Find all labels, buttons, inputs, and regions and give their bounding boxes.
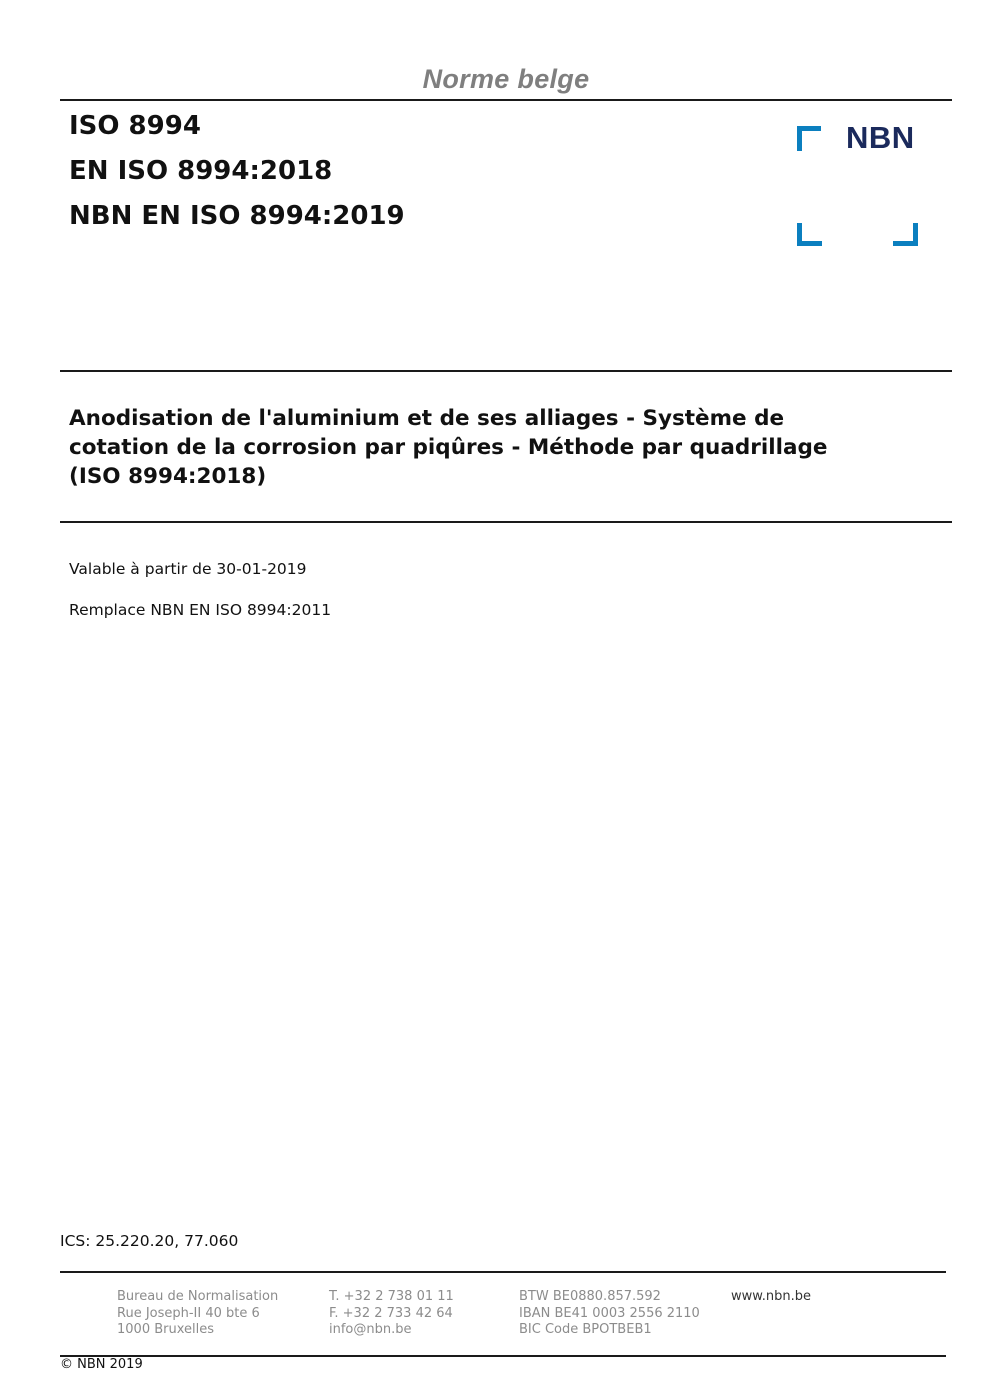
footer-address-line: Bureau de Normalisation [117,1289,279,1304]
standard-nbn-en-iso: NBN EN ISO 8994:2019 [69,201,405,231]
nbn-logo-text: NBN [846,120,915,155]
standard-en-iso: EN ISO 8994:2018 [69,156,333,186]
title-top-divider [60,370,952,372]
ics-codes: ICS: 25.220.20, 77.060 [60,1232,239,1250]
copyright: © NBN 2019 [60,1357,143,1372]
document-title-line: Anodisation de l'aluminium et de ses alliages - Système de [69,406,785,431]
document-title [69,404,929,491]
footer-bic: BIC Code BPOTBEB1 [519,1322,652,1337]
footer-email[interactable]: info@nbn.be [329,1322,412,1337]
document-title-line: cotation de la corrosion par piqûres - Méthode par quadrillage [69,435,828,460]
header-divider [60,99,952,101]
footer-iban: IBAN BE41 0003 2556 2110 [519,1305,700,1321]
replaces: Remplace NBN EN ISO 8994:2011 [69,601,332,619]
footer-website-link[interactable]: www.nbn.be [731,1289,811,1304]
footer-fax: F. +32 2 733 42 64 [329,1305,453,1321]
document-title-line: (ISO 8994:2018) [69,464,267,489]
title-bottom-divider [60,521,952,523]
logo-bracket-top-left-v [797,126,802,151]
footer-phone: T. +32 2 738 01 11 [329,1289,454,1304]
footer-vat: BTW BE0880.857.592 [519,1289,661,1304]
logo-bracket-bottom-right-h [893,241,918,246]
logo-bracket-bottom-left-h [797,241,822,246]
valid-from: Valable à partir de 30-01-2019 [69,560,307,578]
footer-address-line: 1000 Bruxelles [117,1322,215,1337]
footer-bank [519,1289,700,1339]
footer-website-col [731,1289,811,1306]
footer-address-line: Rue Joseph-II 40 bte 6 [117,1305,260,1321]
footer-contact [329,1289,454,1339]
footer-bottom-divider [60,1355,946,1357]
header-label: Norme belge [422,64,590,94]
footer-address [117,1289,278,1339]
footer-top-divider [60,1271,946,1273]
standard-iso: ISO 8994 [69,111,201,141]
